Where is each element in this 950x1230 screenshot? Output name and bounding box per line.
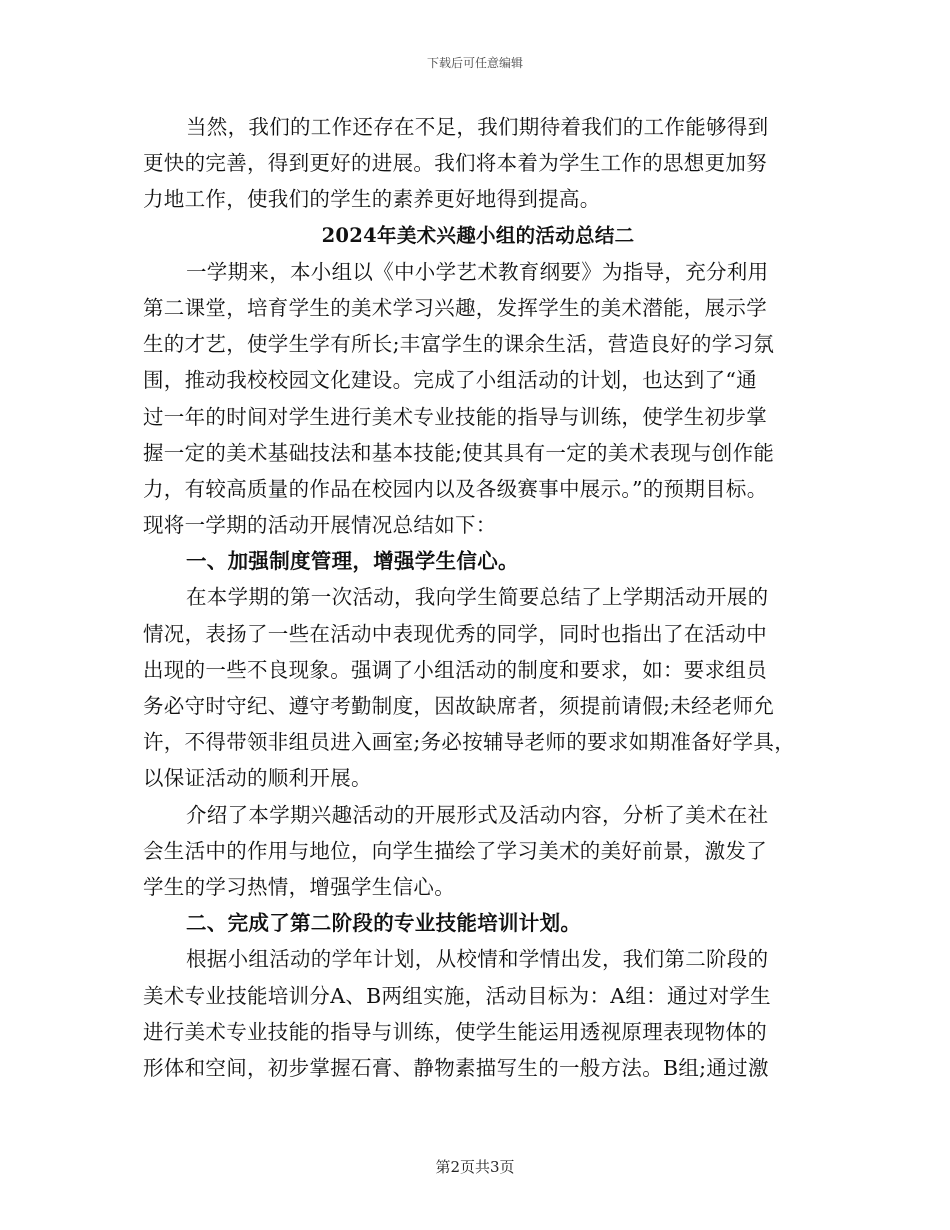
page-number: 第2页共3页 [435, 1158, 515, 1176]
paragraph-line: 第二课堂，培育学生的美术学习兴趣，发挥学生的美术潜能，展示学 [143, 295, 767, 320]
paragraph-line: 在本学期的第一次活动，我向学生简要总结了上学期活动开展的 [186, 585, 769, 610]
section-heading-2: 二、完成了第二阶段的专业技能培训计划。 [186, 911, 582, 936]
paragraph-line: 学生的学习热情，增强学生信心。 [143, 874, 455, 899]
paragraph-line: 生的才艺，使学生学有所长;丰富学生的课余生活，营造良好的学习氛 [143, 332, 775, 357]
paragraph-line: 根据小组活动的学年计划，从校情和学情出发，我们第二阶段的 [186, 947, 769, 972]
paragraph-line: 许，不得带领非组员进入画室;务必按辅导老师的要求如期准备好学具， [143, 730, 796, 755]
paragraph-line: 现将一学期的活动开展情况总结如下： [143, 513, 497, 538]
paragraph-line: 以保证活动的顺利开展。 [143, 766, 372, 791]
paragraph-line: 美术专业技能培训分A、B两组实施，活动目标为：A组：通过对学生 [143, 983, 771, 1008]
paragraph-line: 出现的一些不良现象。强调了小组活动的制度和要求，如：要求组员 [143, 657, 767, 682]
paragraph-line: 力，有较高质量的作品在校园内以及各级赛事中展示。”的预期目标。 [143, 476, 768, 501]
section-title: 2024年美术兴趣小组的活动总结二 [321, 223, 635, 247]
paragraph-line: 一学期来，本小组以《中小学艺术教育纲要》为指导，充分利用 [186, 259, 769, 284]
section-heading-1: 一、加强制度管理，增强学生信心。 [186, 549, 519, 574]
paragraph-line: 更快的完善，得到更好的进展。我们将本着为学生工作的思想更加努 [143, 151, 767, 176]
paragraph-line: 力地工作，使我们的学生的素养更好地得到提高。 [143, 187, 601, 212]
paragraph-line: 进行美术专业技能的指导与训练，使学生能运用透视原理表现物体的 [143, 1019, 767, 1044]
paragraph-line: 务必守时守纪、遵守考勤制度，因故缺席者，须提前请假;未经老师允 [143, 694, 775, 718]
paragraph-line: 介绍了本学期兴趣活动的开展形式及活动内容，分析了美术在社 [186, 802, 769, 827]
document-body [143, 109, 813, 1086]
paragraph-line: 握一定的美术基础技法和基本技能;使其具有一定的美术表现与创作能 [143, 440, 775, 465]
paragraph-line: 情况，表扬了一些在活动中表现优秀的同学，同时也指出了在活动中 [143, 621, 767, 646]
paragraph-line: 会生活中的作用与地位，向学生描绘了学习美术的美好前景，激发了 [143, 838, 767, 863]
paragraph-line: 形体和空间，初步掌握石膏、静物素描写生的一般方法。B组;通过激 [143, 1055, 769, 1080]
page-header-note: 下载后可任意编辑 [426, 56, 523, 70]
paragraph-line: 围，推动我校校园文化建设。完成了小组活动的计划，也达到了“通 [143, 368, 757, 393]
paragraph-line: 过一年的时间对学生进行美术专业技能的指导与训练，使学生初步掌 [143, 404, 767, 429]
paragraph-line: 当然，我们的工作还存在不足，我们期待着我们的工作能够得到 [186, 115, 769, 139]
